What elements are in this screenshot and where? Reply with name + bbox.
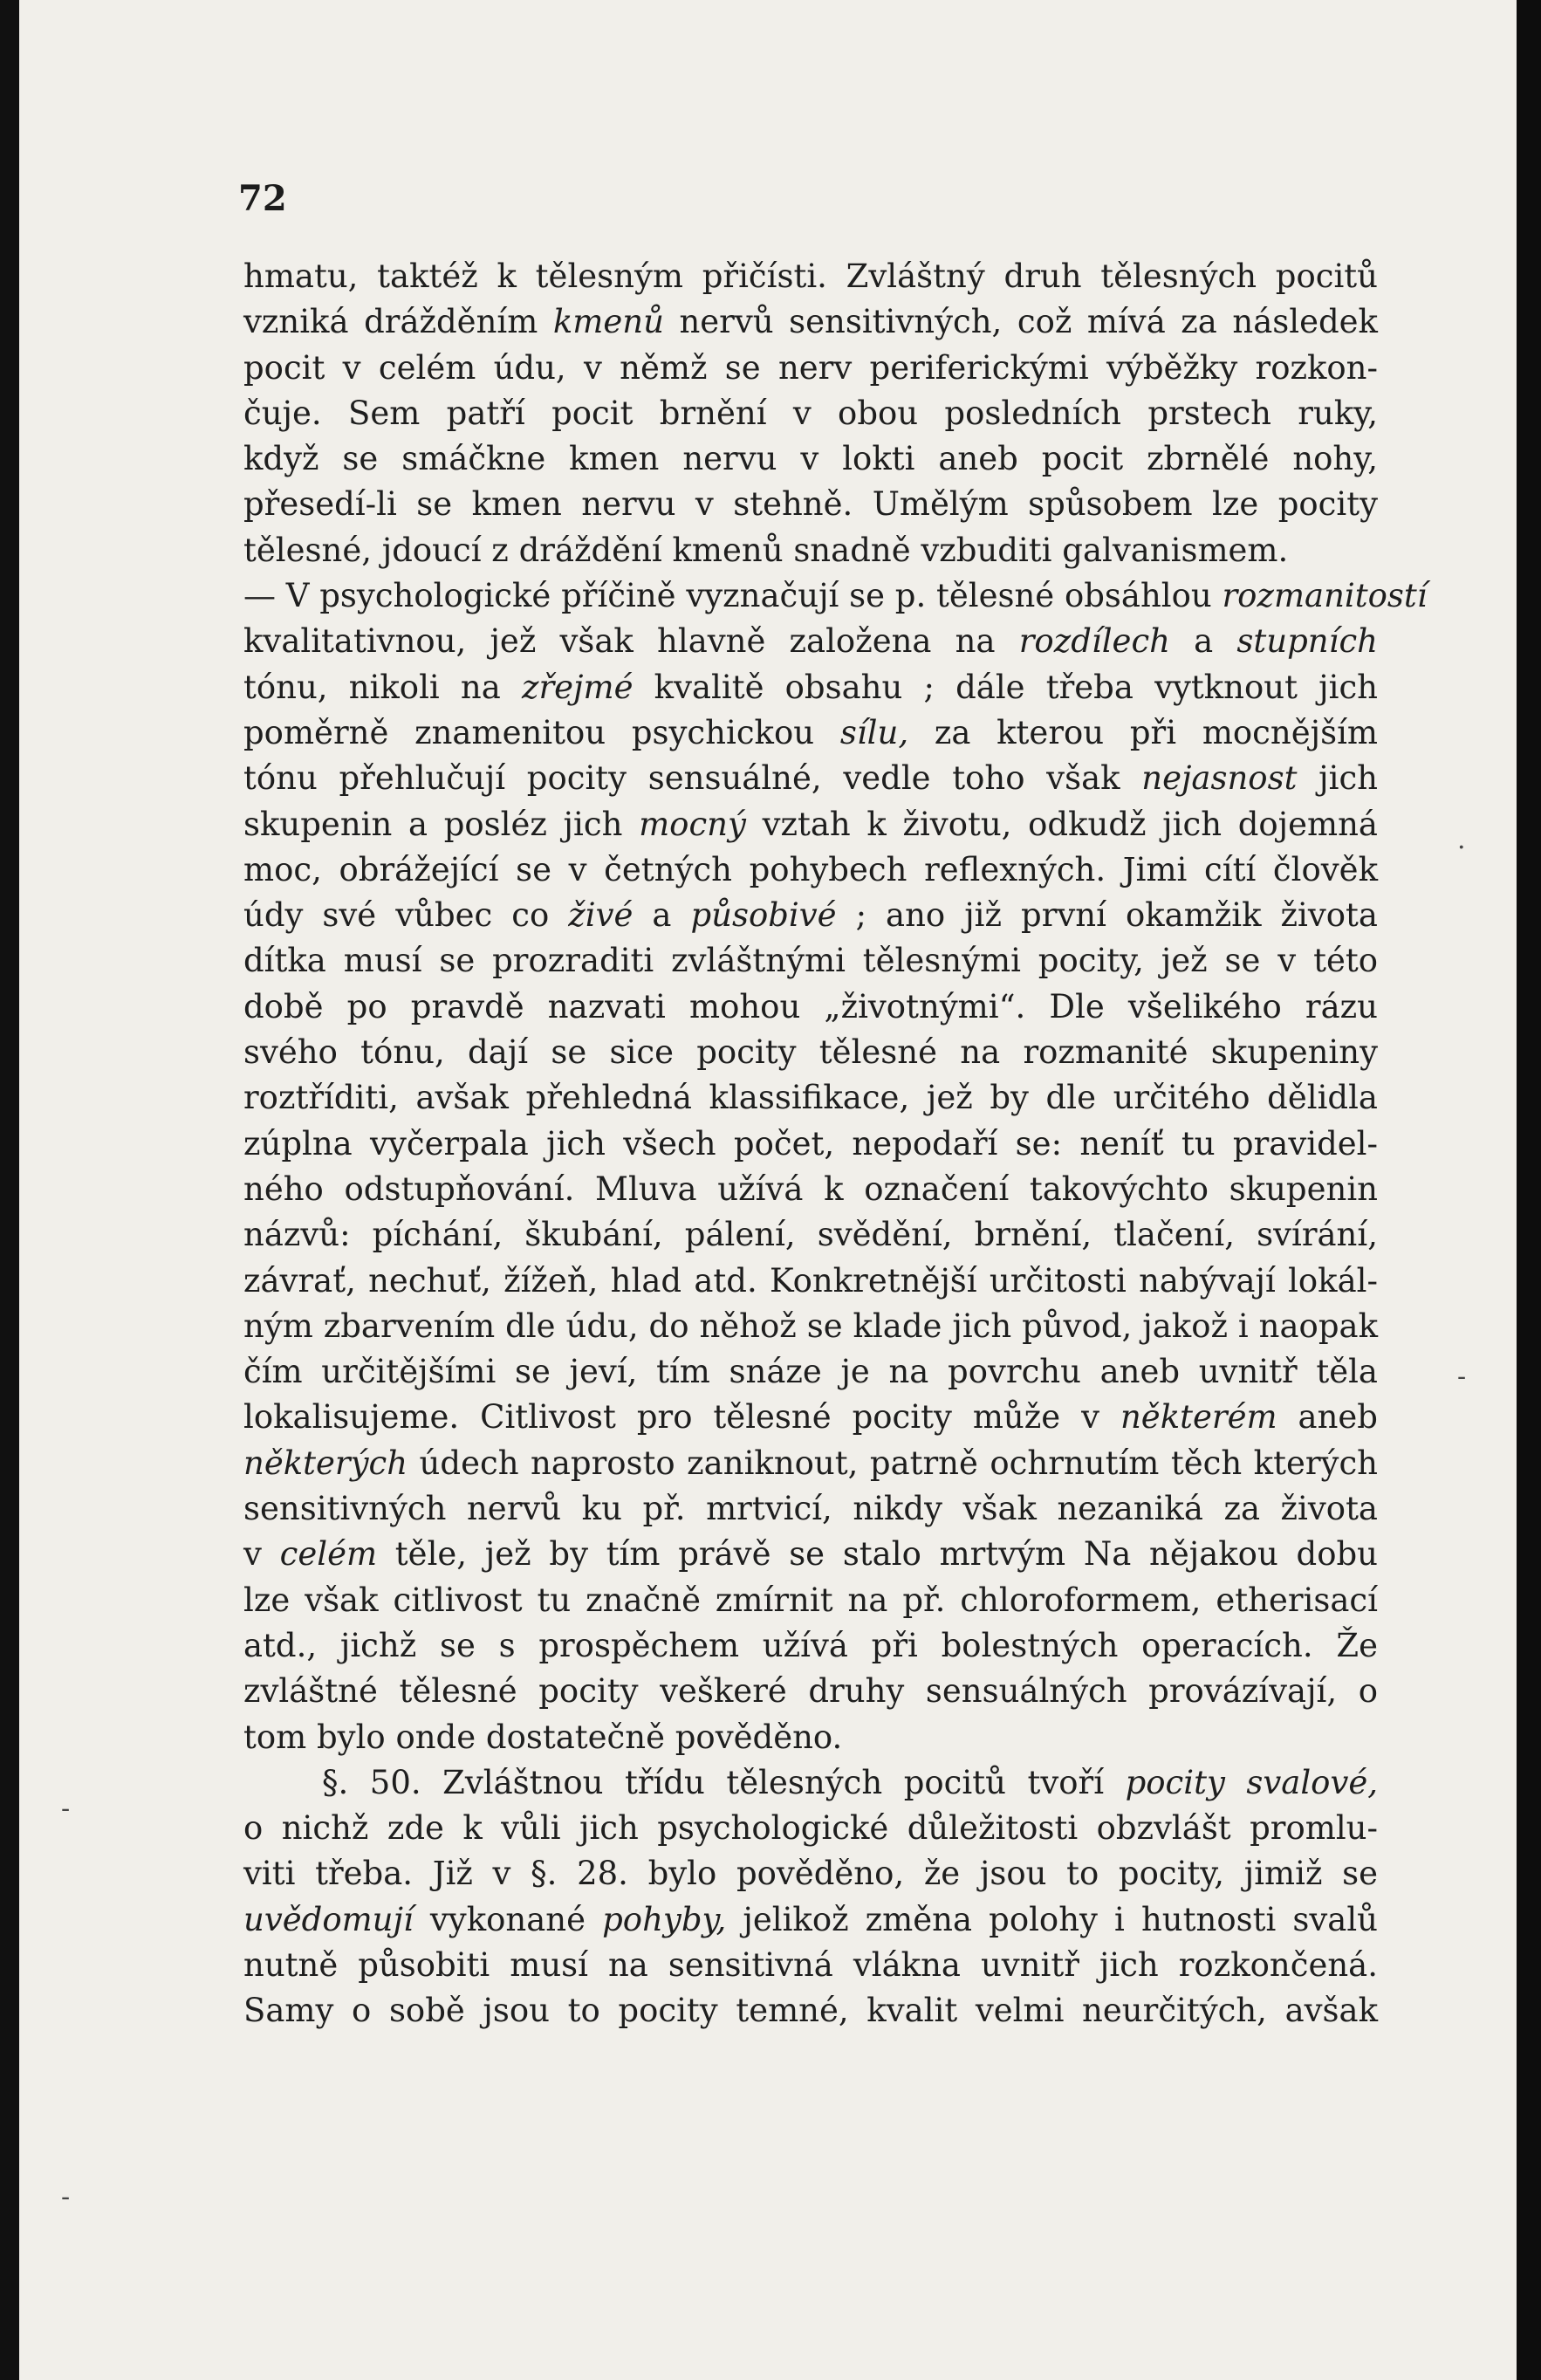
text-line: když se smáčkne kmen nervu v lokti aneb pocit zbrnělé nohy, — [243, 440, 1378, 478]
margin-speck: . — [1457, 825, 1466, 855]
text-line: ného odstupňování. Mluva užívá k označení takovýchto skupenin — [243, 1169, 1378, 1208]
italic-text: některých — [243, 1444, 408, 1482]
text-run: §. 50. Zvláštnou třídu tělesných pocitů tvoří — [322, 1763, 1126, 1801]
text-line — [243, 299, 1378, 345]
text-line: době po pravdě nazvati mohou „životnými“. Dle všelikého rázu — [243, 987, 1378, 1025]
text-line: zvláštné tělesné pocity veškeré druhy sensuálných provázívají, o — [243, 1672, 1378, 1711]
text-run: kvalitě obsahu ; dále třeba vytknout jich — [633, 668, 1379, 706]
text-line: čím určitějšími se jeví, tím snáze je na povrchu aneb uvnitř těla — [243, 1353, 1378, 1391]
italic-text: celém — [279, 1535, 378, 1574]
text-run: vzniká drážděním — [243, 303, 553, 341]
text-run: údy své vůbec co — [243, 896, 569, 935]
text-line: čuje. Sem patří pocit brnění v obou posledních prstech ruky, — [243, 394, 1378, 432]
italic-text: sílu, — [839, 713, 909, 751]
italic-text: rozmanitostí — [1222, 577, 1428, 615]
text-run: lokalisujeme. Citlivost pro tělesné pocity může v — [243, 1398, 1120, 1437]
text-run: — V psychologické příčině vyznačují se p. tělesné obsáhlou — [243, 577, 1223, 615]
text-line: dítka musí se prozraditi zvláštnými tělesnými pocity, jež se v této — [243, 942, 1378, 980]
page-edge-shadow — [1517, 0, 1541, 2380]
page-number: 72 — [238, 178, 287, 219]
text-line: o nichž zde k vůli jich psychologické důležitosti obzvlášt promlu- — [243, 1809, 1378, 1848]
text-line: viti třeba. Již v §. 28. bylo pověděno, že jsou to pocity, jimiž se — [243, 1855, 1378, 1893]
italic-text: pohyby, — [602, 1900, 727, 1938]
text-line: lze však citlivost tu značně zmírnit na př. chloroformem, etherisací — [243, 1581, 1378, 1619]
italic-text: rozdílech — [1018, 622, 1170, 661]
text-line — [243, 665, 1378, 710]
text-line — [243, 619, 1378, 664]
text-run: kvalitativnou, jež však hlavně založena na — [243, 622, 1019, 661]
text-line: pocit v celém údu, v němž se nerv periferickými výběžky rozkon- — [243, 348, 1378, 387]
text-run: za kterou při mocnějším — [908, 713, 1379, 751]
text-line: závrať, nechuť, žížeň, hlad atd. Konkretnější určitosti nabývají lokál- — [243, 1261, 1378, 1300]
text-line: moc, obrážející se v četných pohybech reflexných. Jimi cítí člověk — [243, 850, 1378, 888]
text-run: nervů sensitivných, což mívá za následek — [663, 303, 1378, 341]
text-line — [243, 1395, 1378, 1440]
text-line — [243, 1441, 1378, 1486]
text-line: tom bylo onde dostatečně pověděno. — [243, 1718, 843, 1756]
italic-text: působivé — [690, 896, 837, 935]
text-run: aneb — [1277, 1398, 1378, 1437]
text-line: přesedí-li se kmen nervu v stehně. Umělým spůsobem lze pocity — [243, 485, 1378, 524]
text-run: v — [243, 1535, 280, 1574]
italic-text: pocity svalové, — [1125, 1763, 1378, 1801]
italic-text: některém — [1120, 1398, 1277, 1437]
text-line: svého tónu, dají se sice pocity tělesné na rozmanité skupeniny — [243, 1033, 1378, 1072]
italic-text: živé — [568, 896, 634, 935]
text-line: roztříditi, avšak přehledná klassifikace, jež by dle určitého dělidla — [243, 1079, 1378, 1117]
text-run: a — [1170, 622, 1237, 661]
text-line — [243, 1760, 1378, 1806]
italic-text: kmenů — [552, 303, 664, 341]
italic-text: zřejmé — [521, 668, 634, 706]
text-line: sensitivných nervů ku př. mrtvicí, nikdy však nezaniká za života — [243, 1490, 1378, 1528]
text-line: tělesné, jdoucí z dráždění kmenů snadně vzbuditi galvanismem. — [243, 531, 1289, 569]
text-run: tónu přehlučují pocity sensuálné, vedle toho však — [243, 759, 1142, 798]
text-line — [243, 710, 1378, 756]
book-page — [19, 0, 1517, 2380]
italic-text: nejasnost — [1141, 759, 1298, 798]
text-run: vykonané — [413, 1900, 603, 1938]
text-line: ným zbarvením dle údu, do něhož se klade jich původ, jakož i naopak — [243, 1307, 1378, 1345]
text-run: údech naprosto zaniknout, patrně ochrnutím těch kterých — [408, 1444, 1378, 1482]
text-line — [243, 1897, 1378, 1943]
text-run: poměrně znamenitou psychickou — [243, 713, 840, 751]
text-run: tónu, nikoli na — [243, 668, 522, 706]
text-line: Samy o sobě jsou to pocity temné, kvalit velmi neurčitých, avšak — [243, 1992, 1378, 2030]
margin-speck: - — [61, 1794, 71, 1824]
italic-text: mocný — [639, 805, 746, 843]
body-text — [243, 254, 1428, 2034]
margin-speck: - — [1457, 1361, 1467, 1392]
text-line: názvů: píchání, škubání, pálení, svědění, brnění, tlačení, svírání, — [243, 1216, 1378, 1254]
text-run: skupenin a posléz jich — [243, 805, 640, 843]
text-run: vztah k životu, odkudž jich dojemná — [745, 805, 1378, 843]
margin-speck: - — [61, 2182, 71, 2212]
text-run: těle, jež by tím právě se stalo mrtvým Na nějakou dobu — [377, 1535, 1378, 1574]
text-line: zúplna vyčerpala jich všech počet, nepodaří se: neníť tu pravidel- — [243, 1124, 1378, 1163]
text-run: jich — [1297, 759, 1378, 798]
italic-text: uvědomují — [243, 1900, 414, 1938]
text-line: hmatu, taktéž k tělesným přičísti. Zvláštný druh tělesných pocitů — [243, 257, 1378, 295]
text-line: atd., jichž se s prospěchem užívá při bolestných operacích. Že — [243, 1626, 1378, 1664]
text-run: jelikož změna polohy i hutnosti svalů — [726, 1900, 1378, 1938]
text-run: a — [633, 896, 691, 935]
text-run: ; ano již první okamžik života — [836, 896, 1378, 935]
text-line — [243, 756, 1378, 801]
italic-text: stupních — [1236, 622, 1378, 661]
text-line — [243, 1532, 1378, 1577]
text-line: nutně působiti musí na sensitivná vlákna uvnitř jich rozkončená. — [243, 1945, 1378, 1984]
text-line — [243, 802, 1378, 847]
text-line — [243, 893, 1378, 938]
text-line — [243, 573, 1428, 619]
